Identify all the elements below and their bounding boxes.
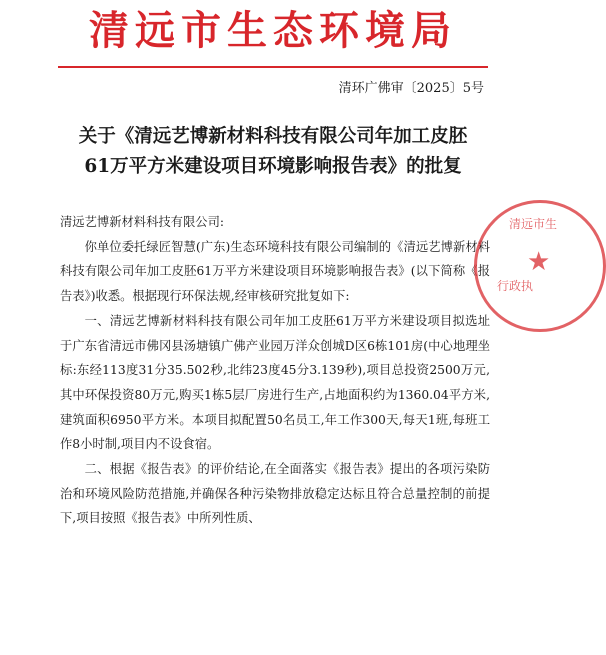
- seal-top-text: 清远市生: [509, 217, 558, 231]
- title-line-2: 61万平方米建设项目环境影响报告表》的批复: [84, 156, 462, 177]
- seal-bottom-text: 行政执: [497, 279, 534, 293]
- title-line-1: 关于《清远艺博新材料科技有限公司年加工皮胚: [78, 126, 468, 147]
- paragraph-1: 一、清远艺博新材料科技有限公司年加工皮胚61万平方米建设项目拟选址于广东省清远市佛冈县汤塘镇广佛产业园万洋众创城D区6栋101房(中心地理坐标:东经113度31分35.502秒,北纬23度45分3.139秒),项目总投资2500万元,其中环保投资80万元,购买1栋5层厂房进行生产,占地面积约为1360.04平方米,建筑面积6950平方米。本项目拟配置50名员工,年工作300天,每天1班,每班工作8小时制,项目内不设食宿。: [60, 313, 490, 452]
- paragraph-intro: 你单位委托绿匠智慧(广东)生态环境科技有限公司编制的《清远艺博新材料科技有限公司年加工皮胚61万平方米建设项目环境影响报告表》(以下简称《报告表》)收悉。根据现行环保法规,经审核研究批复如下:: [60, 239, 490, 304]
- document-title: [40, 122, 506, 182]
- masthead-red-rule: [58, 66, 488, 68]
- official-seal: [474, 200, 606, 332]
- document-number: 清环广佛审〔2025〕5号: [338, 81, 484, 96]
- masthead-org-name: 清远市生态环境局: [89, 8, 457, 54]
- seal-star-icon: ★: [527, 247, 551, 277]
- paragraph-2: 二、根据《报告表》的评价结论,在全面落实《报告表》提出的各项污染防治和环境风险防范措施,并确保各种污染物排放稳定达标且符合总量控制的前提下,项目按照《报告表》中所列性质、: [60, 462, 490, 526]
- addressee: 清远艺博新材料科技有限公司:: [60, 215, 225, 229]
- document-body: [60, 210, 490, 531]
